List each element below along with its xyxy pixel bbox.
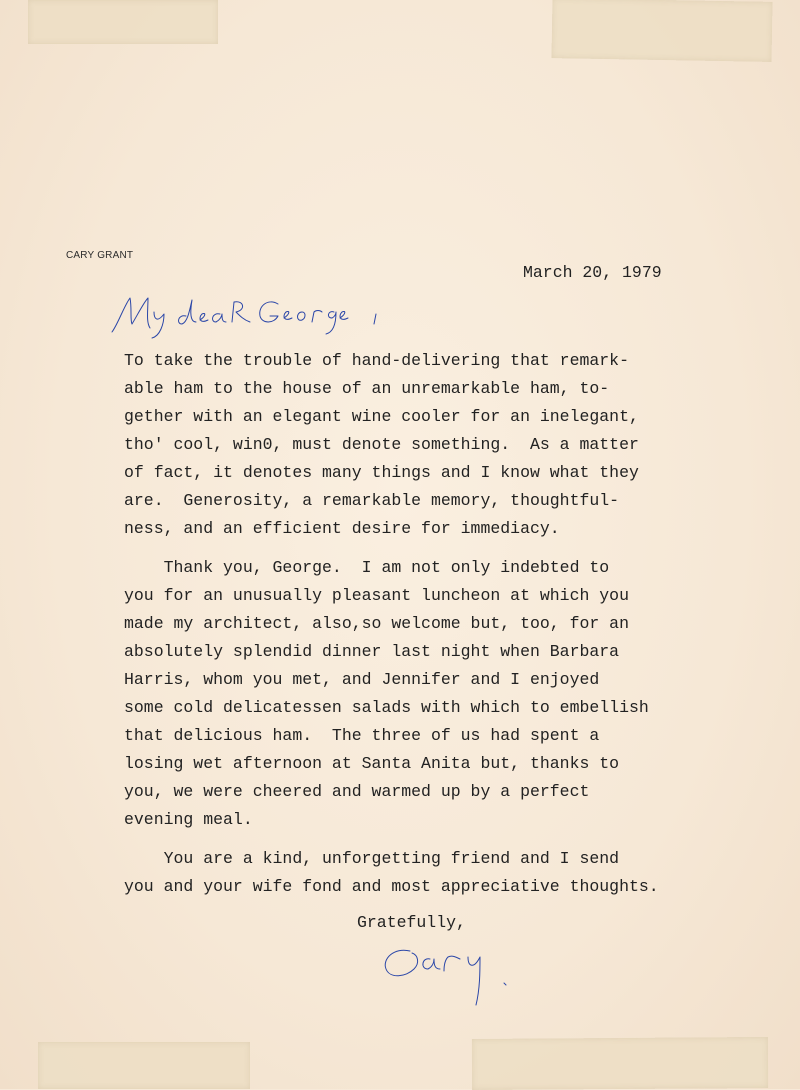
tape-strip-top-right bbox=[551, 0, 772, 62]
paragraph-2 bbox=[124, 554, 764, 834]
text-line: Thank you, George. I am not only indebted to bbox=[124, 558, 610, 577]
text-line: able ham to the house of an unremarkable ham, to- bbox=[124, 379, 610, 398]
closing: Gratefully, bbox=[357, 913, 466, 932]
text-line: Harris, whom you met, and Jennifer and I enjoyed bbox=[124, 670, 600, 689]
text-line: You are a kind, unforgetting friend and I send bbox=[124, 849, 620, 868]
handwritten-signature bbox=[380, 935, 540, 1013]
paragraph-3 bbox=[124, 845, 764, 901]
letterhead-name: CARY GRANT bbox=[66, 250, 134, 261]
text-line: you, we were cheered and warmed up by a perfect bbox=[124, 782, 590, 801]
text-line: To take the trouble of hand-delivering that remark- bbox=[124, 351, 629, 370]
text-line: tho' cool, win0, must denote something. As a matter bbox=[124, 435, 639, 454]
letter-body bbox=[124, 347, 764, 901]
text-line: made my architect, also,so welcome but, too, for an bbox=[124, 614, 629, 633]
handwritten-salutation bbox=[108, 288, 398, 340]
letter-date: March 20, 1979 bbox=[523, 263, 662, 282]
text-line: you for an unusually pleasant luncheon at which you bbox=[124, 586, 629, 605]
text-line: absolutely splendid dinner last night when Barbara bbox=[124, 642, 620, 661]
text-line: you and your wife fond and most appreciative thoughts. bbox=[124, 877, 659, 896]
tape-strip-bottom-left bbox=[38, 1042, 250, 1089]
tape-strip-bottom-right bbox=[472, 1037, 768, 1090]
text-line: that delicious ham. The three of us had spent a bbox=[124, 726, 600, 745]
paragraph-1 bbox=[124, 347, 764, 543]
text-line: losing wet afternoon at Santa Anita but, thanks to bbox=[124, 754, 620, 773]
text-line: gether with an elegant wine cooler for an inelegant, bbox=[124, 407, 639, 426]
text-line: ness, and an efficient desire for immediacy. bbox=[124, 519, 560, 538]
text-line: some cold delicatessen salads with which to embellish bbox=[124, 698, 649, 717]
text-line: are. Generosity, a remarkable memory, thoughtful- bbox=[124, 491, 620, 510]
tape-strip-top-left bbox=[28, 0, 218, 44]
text-line: of fact, it denotes many things and I know what they bbox=[124, 463, 639, 482]
text-line: evening meal. bbox=[124, 810, 253, 829]
